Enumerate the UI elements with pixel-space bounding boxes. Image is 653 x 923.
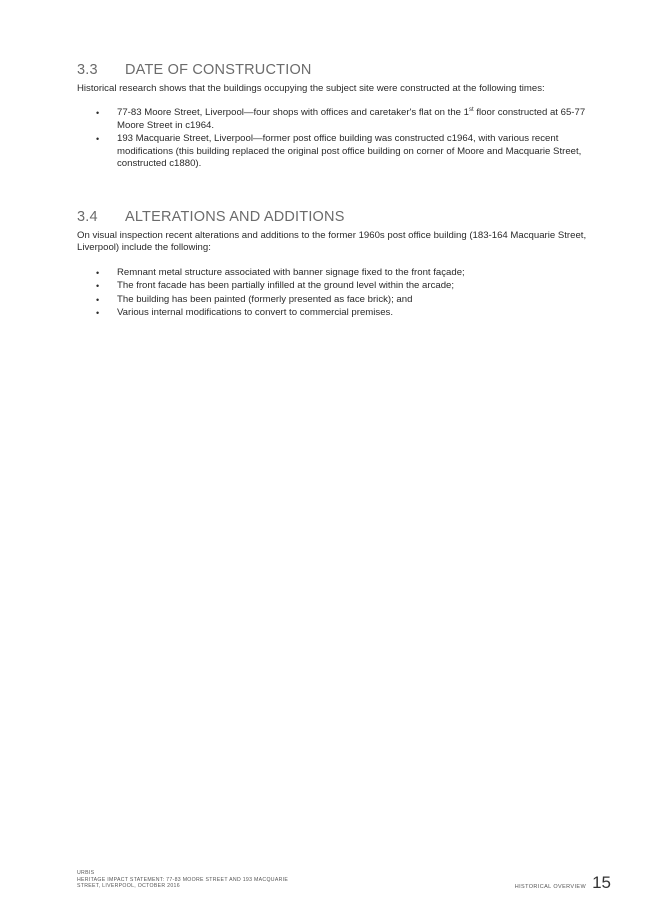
alterations-list [77, 267, 597, 320]
section-heading [77, 62, 597, 78]
section-heading [77, 209, 597, 225]
list-item [77, 294, 597, 306]
section-intro-paragraph: Historical research shows that the buildings occupying the subject site were constructed at the following times: [77, 83, 545, 94]
footer-company: URBIS [77, 870, 95, 876]
section-alterations-and-additions [77, 209, 597, 320]
list-item-text: The front facade has been partially infilled at the ground level within the arcade; [117, 280, 455, 292]
list-item [77, 267, 597, 279]
section-number: 3.3 [77, 62, 98, 78]
list-item-text-cont: floor constructed at 65-77 Moore Street in c1964. [117, 107, 586, 131]
section-date-of-construction [77, 62, 597, 171]
list-item [77, 280, 597, 292]
list-item [77, 133, 597, 170]
list-item [77, 107, 597, 132]
ordinal-superscript: st [469, 107, 474, 114]
footer-section-name: HISTORICAL OVERVIEW [514, 884, 587, 890]
list-item [77, 307, 597, 319]
bullet-icon: • [96, 134, 100, 145]
footer-page-info [515, 873, 611, 893]
footer-document-title-cont: STREET, LIVERPOOL, OCTOBER 2016 [77, 883, 180, 890]
bullet-icon: • [96, 281, 100, 292]
bullet-icon: • [96, 267, 100, 278]
bullet-icon: • [96, 294, 100, 305]
list-item-text: 77-83 Moore Street, Liverpool—four shops with offices and caretaker's flat on the 1 [117, 107, 470, 119]
list-item-text: The building has been painted (formerly presented as face brick); and [117, 293, 413, 305]
list-item-text: 193 Macquarie Street, Liverpool—former post office building was constructed c1964, with various recent modifications (this building replaced the original post office building on corner of Moore and Macquarie Street, constructed c1880). [117, 133, 582, 170]
construction-list [77, 107, 597, 170]
list-item-text: Remnant metal structure associated with banner signage fixed to the front façade; [117, 266, 465, 278]
footer-document-title: HERITAGE IMPACT STATEMENT: 77-83 MOORE STREET AND 193 MACQUARIE [77, 876, 289, 883]
section-number: 3.4 [77, 209, 98, 225]
section-title: DATE OF CONSTRUCTION [125, 62, 312, 78]
section-intro-paragraph: On visual inspection recent alterations and additions to the former 1960s post office building (183-164 Macquarie Street, Liverpool) include the following: [77, 230, 587, 254]
bullet-icon: • [96, 108, 100, 119]
list-item-text: Various internal modifications to convert to commercial premises. [117, 307, 394, 319]
bullet-icon: • [96, 308, 100, 319]
section-title: ALTERATIONS AND ADDITIONS [125, 209, 345, 225]
footer-document-info [77, 870, 377, 890]
page-number: 15 [592, 873, 611, 892]
